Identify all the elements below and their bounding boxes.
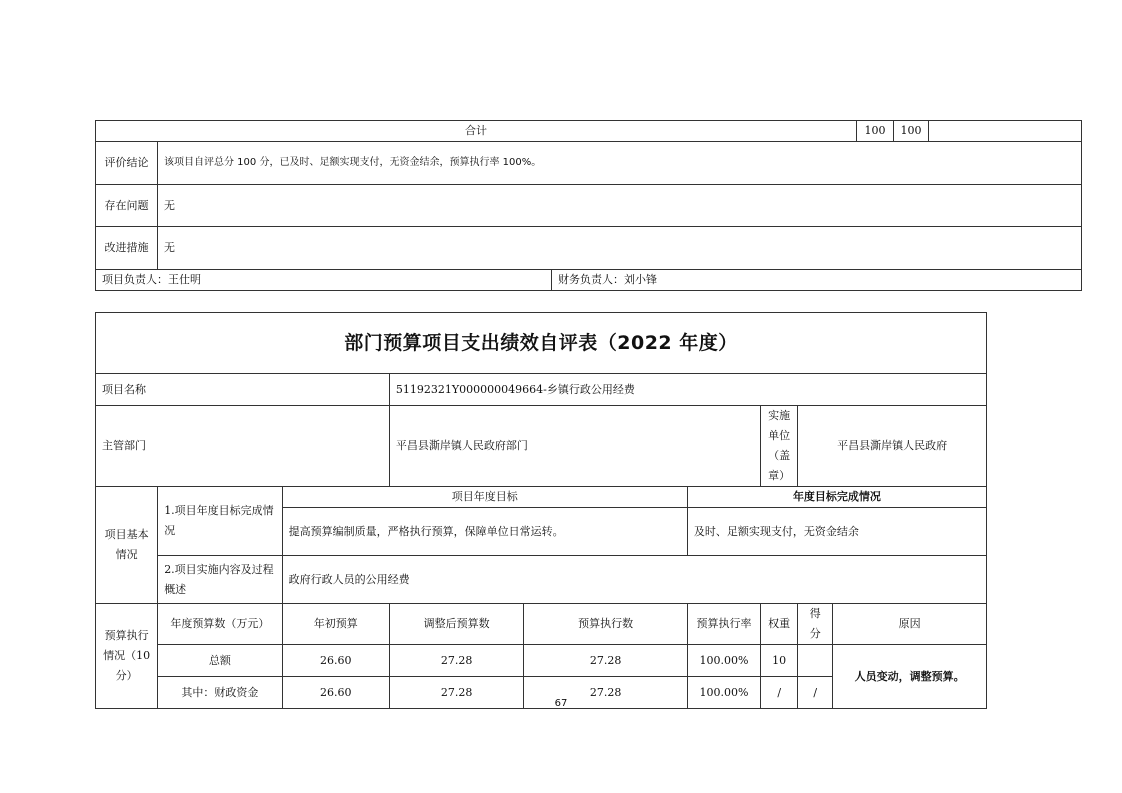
annual-goal-header: 项目年度目标 <box>282 487 687 508</box>
dept-label: 主管部门 <box>96 406 390 487</box>
improve-text: 无 <box>158 227 1082 270</box>
impl-content-label: 2.项目实施内容及过程概述 <box>158 556 282 604</box>
budget-row-initial: 26.60 <box>282 645 389 677</box>
total-score-2: 100 <box>894 121 929 142</box>
basic-info-label: 项目基本情况 <box>96 487 158 604</box>
evaluation-label: 评价结论 <box>96 142 158 185</box>
total-extra <box>929 121 1082 142</box>
budget-row-rate: 100.00% <box>687 645 760 677</box>
budget-header-reason: 原因 <box>833 604 987 645</box>
budget-row-weight: / <box>761 677 798 709</box>
budget-row-score <box>798 645 833 677</box>
budget-row-adjusted: 27.28 <box>389 677 523 709</box>
project-lead: 项目负责人：王仕明 <box>96 270 552 291</box>
goal-completion-label: 1.项目年度目标完成情况 <box>158 487 282 556</box>
project-name-value: 51192321Y000000049664-乡镇行政公用经费 <box>389 374 986 406</box>
goal-status-header: 年度目标完成情况 <box>687 487 986 508</box>
budget-header-score: 得分 <box>798 604 833 645</box>
evaluation-text: 该项目自评总分 100 分，已及时、足额实现支付，无资金结余，预算执行率 100%。 <box>158 142 1082 185</box>
issues-text: 无 <box>158 185 1082 227</box>
budget-row-score: / <box>798 677 833 709</box>
impl-unit-value: 平昌县澌岸镇人民政府 <box>798 406 987 487</box>
budget-row-adjusted: 27.28 <box>389 645 523 677</box>
budget-row-executed: 27.28 <box>524 645 688 677</box>
summary-table <box>95 120 1082 291</box>
budget-header-executed: 预算执行数 <box>524 604 688 645</box>
budget-header-initial: 年初预算 <box>282 604 389 645</box>
total-label: 合计 <box>96 121 857 142</box>
budget-header-annual: 年度预算数（万元） <box>158 604 282 645</box>
budget-row-rate: 100.00% <box>687 677 760 709</box>
dept-value: 平昌县澌岸镇人民政府部门 <box>389 406 760 487</box>
budget-header-weight: 权重 <box>761 604 798 645</box>
budget-header-adjusted: 调整后预算数 <box>389 604 523 645</box>
impl-unit-label: 实施单位（盖章） <box>761 406 798 487</box>
budget-header-rate: 预算执行率 <box>687 604 760 645</box>
goal-status-text: 及时、足额实现支付，无资金结余 <box>687 508 986 556</box>
budget-row-executed: 27.28 <box>524 677 688 709</box>
budget-row-label: 总额 <box>158 645 282 677</box>
performance-form <box>95 312 987 709</box>
budget-exec-label: 预算执行情况（10 分） <box>96 604 158 709</box>
total-score-1: 100 <box>857 121 894 142</box>
issues-label: 存在问题 <box>96 185 158 227</box>
annual-goal-text: 提高预算编制质量，严格执行预算，保障单位日常运转。 <box>282 508 687 556</box>
budget-row-initial: 26.60 <box>282 677 389 709</box>
finance-lead: 财务负责人：刘小锋 <box>552 270 1082 291</box>
budget-row-weight: 10 <box>761 645 798 677</box>
project-name-label: 项目名称 <box>96 374 390 406</box>
budget-row-label: 其中：财政资金 <box>158 677 282 709</box>
budget-reason-text: 人员变动，调整预算。 <box>833 645 987 709</box>
page-number: 67 <box>554 698 568 709</box>
form-title: 部门预算项目支出绩效自评表（2022 年度） <box>96 313 987 374</box>
impl-content-text: 政府行政人员的公用经费 <box>282 556 986 604</box>
improve-label: 改进措施 <box>96 227 158 270</box>
